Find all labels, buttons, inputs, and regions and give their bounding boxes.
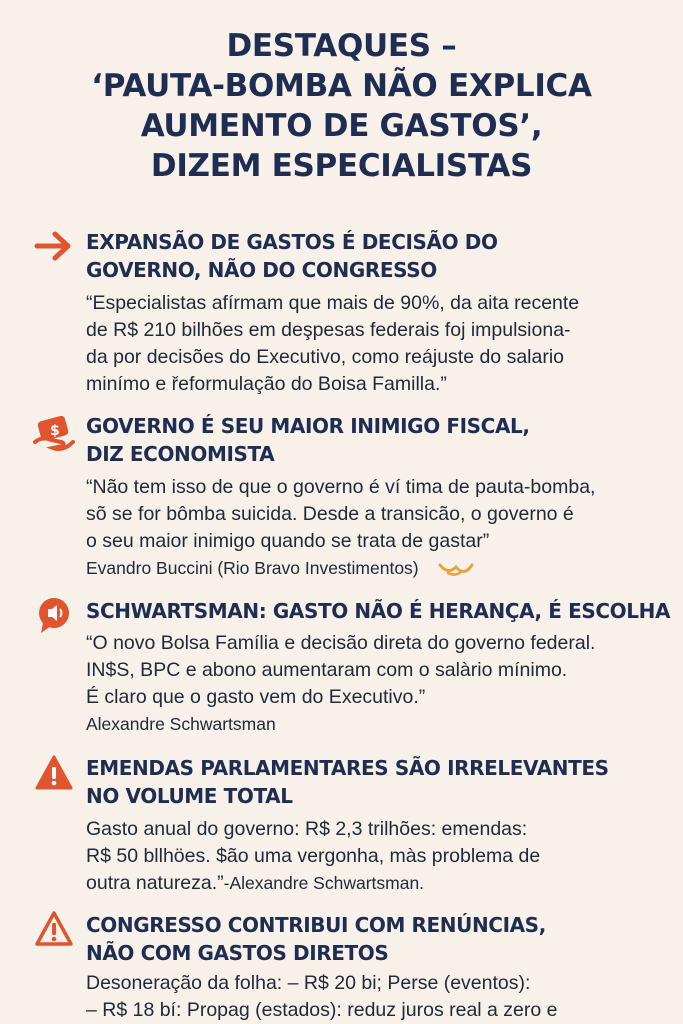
section-heading: EXPANSÃO DE GASTOS É DECISÃO DO GOVERNO, NÃO DO CONGRESSO	[86, 230, 498, 282]
page-title: DESTAQUES – ‘PAUTA-BOMBA NÃO EXPLICA AUMENTO DE GASTOS’, DIZEM ESPECIALISTAS	[91, 28, 592, 184]
section-body: Desoneração da folha: – R$ 20 bi; Perse (eventos): – R$ 18 bí: Propag (estados): reduz juros real a zero e	[86, 972, 558, 1021]
section-heading: SCHWARTSMAN: GASTO NÃO É HERANÇA, É ESCOLHA	[86, 599, 671, 623]
attribution: Evandro Buccini (Rio Bravo Investimentos)	[86, 555, 676, 581]
section-body: “Especialistas afírmam que mais de 90%, da aita recente de R$ 210 bilhões em deşpesas federais foj impulsiona- da por decisões do Executivo, como reájuste do salario minímo e řeformulação do Boisa Familla.”	[86, 292, 580, 395]
attribution: -Alexandre Schwartsman.	[223, 873, 425, 893]
section-body: “Não tem isso de que o governo é ví tima de pauta-bomba, sõ se for bômba suicida. Desde a transicão, o governo é o seu maior inimigo quando se trata de gastar” Evandro Buccini (Rio Bravo Investimentos)	[86, 474, 676, 581]
arrow-right-icon	[33, 225, 75, 267]
svg-text:$: $	[50, 423, 60, 439]
section-heading: CONGRESSO CONTRIBUI COM RENÚNCIAS, NÃO COM GASTOS DIRETOS	[86, 913, 546, 965]
warning-filled-icon	[33, 752, 75, 794]
hand-money-icon	[33, 412, 75, 454]
wing-logo-icon	[438, 559, 474, 579]
warning-outline-icon	[33, 908, 75, 950]
section-body: “O novo Bolsa Família e decisão direta do governo federal. IN$S, BPC e abono aumentaram com o salàrio mínimo. É claro que o gasto vem do Executivo.” Alexandre Schwartsman	[86, 630, 676, 737]
speech-bubble-icon	[33, 594, 75, 636]
attribution: Alexandre Schwartsman	[86, 714, 276, 734]
section-heading: EMENDAS PARLAMENTARES SÃO IRRELEVANTES NO VOLUME TOTAL	[86, 756, 609, 808]
section-heading: GOVERNO É SEU MAIOR INIMIGO FISCAL, DIZ ECONOMISTA	[86, 414, 530, 466]
section-body: Gasto anual do governo: R$ 2,3 trilhões: emendas: R$ 50 bllhöes. $ão uma vergonha, màs problema de outra natureza.”-Alexandre Schwartsman.	[86, 818, 541, 894]
